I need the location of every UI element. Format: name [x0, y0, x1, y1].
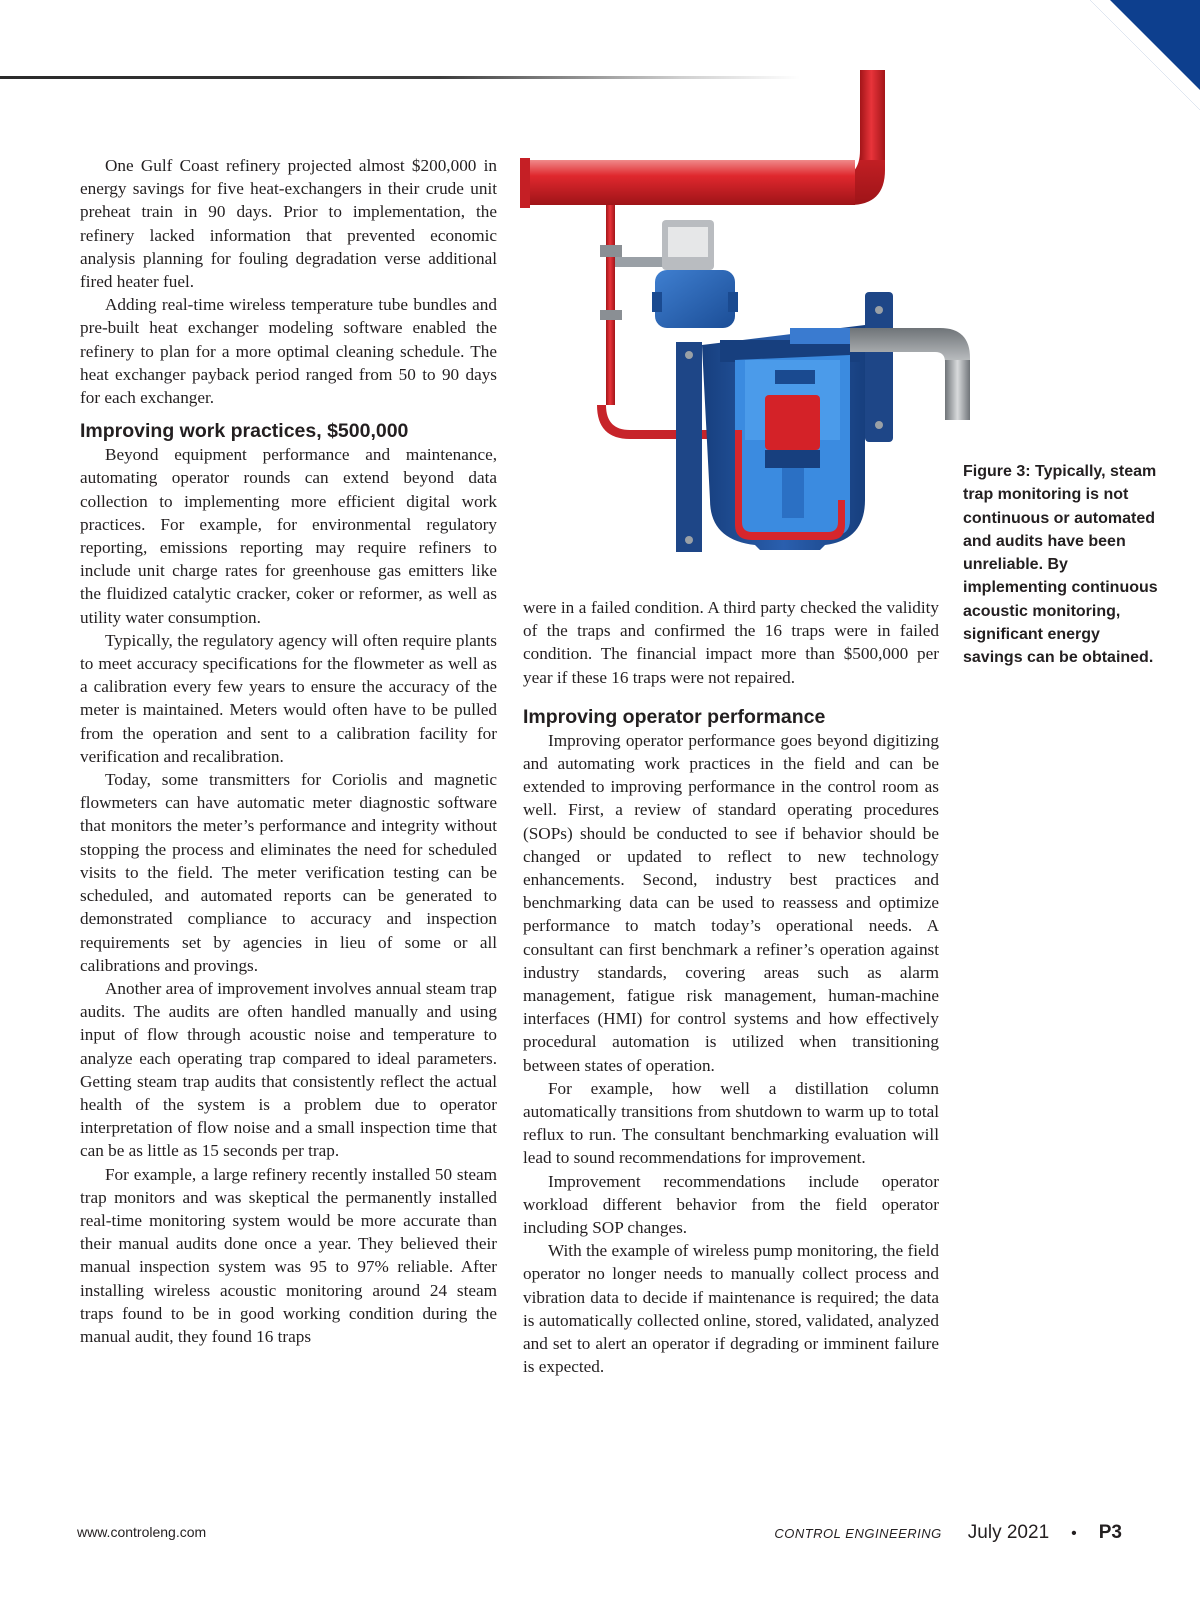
paragraph: One Gulf Coast refinery projected almost $200,000 in energy savings for five heat-exchangers in their crude unit preheat train in 90 days. Prior to implementation, the refinery lacked information that prevented economic analysis planning for fouling degradation verse additional fired heater fuel. — [80, 156, 497, 292]
footer-url: www.controleng.com — [77, 1524, 207, 1540]
paragraph: Improving operator performance goes beyond digitizing and automating work practices in the field and can be extended to improving performance in the control room as well. First, a review of standard operating procedures (SOPs) should be conducted to see if behavior should be changed or updated to reflect to new technology enhancements. Second, industry best practices and benchmarking data can be used to reassess and optimize performance to match today’s operational needs. A consultant can first benchmark a refiner’s operation against industry standards, covering areas such as alarm management, fatigue risk management, human-machine interfaces (HMI) for control systems and how effectively procedural automation is utilized when transitioning between states of operation. — [523, 730, 939, 1075]
section-heading-work-practices: Improving work practices, $500,000 — [80, 420, 409, 443]
issue-date: July 2021 — [967, 1522, 1050, 1543]
paragraph: For example, a large refinery recently installed 50 steam trap monitors and was skeptical the permanently installed real-time monitoring system would be more accurate than their manual audits done once a year. They believed their manual inspection system was 95 to 97% reliable. After installing wireless acoustic monitoring around 24 steam traps found to be in good working condition during the manual audit, they found 16 traps — [80, 1164, 497, 1346]
steam-trap-illustration — [520, 70, 1005, 570]
magazine-name: CONTROL ENGINEERING — [774, 1526, 942, 1541]
article-column-left — [80, 154, 497, 1348]
footer-separator: • — [1071, 1525, 1077, 1542]
figure-caption: Figure 3: Typically, steam trap monitoring is not continuous or automated and audits have been unreliable. By implementing continuous acoustic monitoring, significant energy savings can be obtained. — [963, 463, 1158, 667]
paragraph: Typically, the regulatory agency will often require plants to meet accuracy specifications for the flowmeter as well as a calibration every few years to ensure the accuracy of the meter is maintained. Meters would often have to be pulled from the operation and sent to a calibration facility for verification and recalibration. — [80, 630, 497, 766]
paragraph: Today, some transmitters for Coriolis and magnetic flowmeters can have automatic meter diagnostic software that monitors the meter’s performance and integrity without stopping the process and eliminates the need for scheduled visits to the field. The meter verification testing can be scheduled, and automated reports can be generated to demonstrated compliance to accuracy and inspection requirements set by agencies in lieu of some or all calibrations and provings. — [80, 770, 497, 975]
paragraph: Improvement recommendations include operator workload different behavior from the field operator including SOP changes. — [523, 1171, 939, 1238]
paragraph: Beyond equipment performance and maintenance, automating operator rounds can extend beyond data collection to implementing more efficient digital work practices. For example, for environmental regulatory reporting, emissions reporting may require refiners to include unit charge rates for greenhouse gas emitters like the fluidized catalytic cracker, coker or reformer, as well as utility water consumption. — [80, 445, 497, 627]
paragraph: Adding real-time wireless temperature tube bundles and pre-built heat exchanger modeling software enabled the refinery to plan for a more optimal cleaning schedule. The heat exchanger payback period ranged from 50 to 90 days for each exchanger. — [80, 295, 497, 408]
paragraph: Another area of improvement involves annual steam trap audits. The audits are often handled manually and using input of flow through acoustic noise and temperature to analyze each operating trap compared to ideal parameters. Getting steam trap audits that consistently reflect the actual health of the system is a problem due to operator interpretation of flow noise and a small inspection time that can be as little as 15 seconds per trap. — [80, 978, 497, 1161]
article-column-right — [523, 596, 939, 1379]
paragraph: were in a failed condition. A third party checked the validity of the traps and confirmed the 16 traps were in failed condition. The financial impact more than $500,000 per year if these 16 traps were not repaired. — [523, 598, 939, 687]
paragraph: With the example of wireless pump monitoring, the field operator no longer needs to manually collect process and vibration data to decide if maintenance is required; the data is automatically collected online, stored, validated, analyzed and set to alert an operator if degrading or imminent failure is expected. — [523, 1241, 939, 1377]
paragraph: For example, how well a distillation column automatically transitions from shutdown to warm up to total reflux to run. The consultant benchmarking evaluation will lead to sound recommendations for improvement. — [523, 1078, 939, 1168]
section-heading-operator-performance: Improving operator performance — [523, 705, 826, 728]
corner-accent — [1090, 0, 1200, 110]
footer-right — [774, 1522, 1122, 1544]
page-number: P3 — [1098, 1522, 1122, 1543]
